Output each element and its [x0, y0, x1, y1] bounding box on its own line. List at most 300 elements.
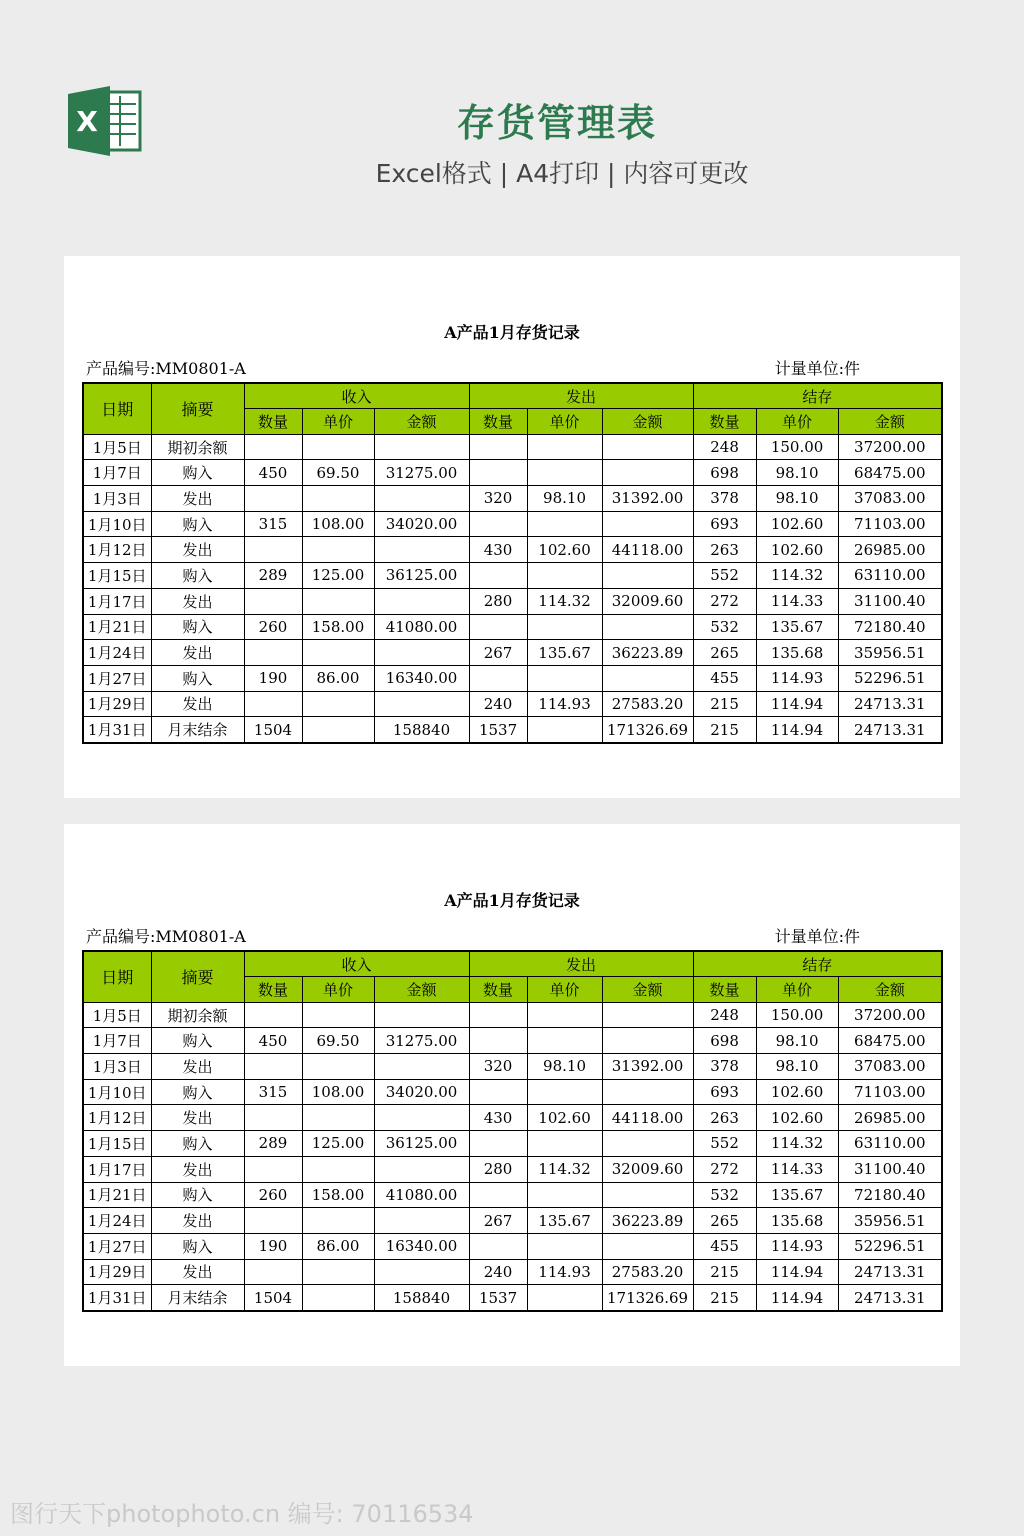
- table-cell[interactable]: [602, 563, 693, 589]
- table-cell[interactable]: 320: [469, 1054, 527, 1080]
- table-row: [83, 1079, 942, 1105]
- table-cell[interactable]: 发出: [151, 691, 244, 717]
- table-cell[interactable]: 114.94: [756, 1285, 838, 1311]
- table-cell[interactable]: [374, 1002, 469, 1028]
- table-cell[interactable]: 114.93: [756, 665, 838, 691]
- table-cell[interactable]: [302, 434, 374, 460]
- table-cell[interactable]: [374, 486, 469, 512]
- table-cell[interactable]: 1月3日: [83, 486, 151, 512]
- table-cell[interactable]: [374, 1156, 469, 1182]
- table-row: [83, 665, 942, 691]
- table-cell[interactable]: 135.67: [527, 640, 602, 666]
- table-cell[interactable]: [527, 1182, 602, 1208]
- table-row: [83, 1054, 942, 1080]
- table-cell[interactable]: 263: [693, 537, 756, 563]
- table-row: [83, 1285, 942, 1311]
- table-cell[interactable]: 购入: [151, 1233, 244, 1259]
- table-cell[interactable]: [244, 691, 302, 717]
- table-cell[interactable]: 114.32: [756, 563, 838, 589]
- table-cell[interactable]: 发出: [151, 1259, 244, 1285]
- table-cell[interactable]: 102.60: [756, 1105, 838, 1131]
- table-cell[interactable]: 44118.00: [602, 1105, 693, 1131]
- table-cell[interactable]: [302, 537, 374, 563]
- table-cell[interactable]: 267: [469, 1208, 527, 1234]
- table-cell[interactable]: 72180.40: [838, 614, 942, 640]
- table-cell[interactable]: 69.50: [302, 460, 374, 486]
- table-cell[interactable]: [302, 691, 374, 717]
- table-cell[interactable]: 552: [693, 1131, 756, 1157]
- table-cell[interactable]: 37200.00: [838, 1002, 942, 1028]
- table-cell[interactable]: 31392.00: [602, 1054, 693, 1080]
- header-out: 发出: [469, 951, 693, 977]
- table-cell[interactable]: 1月17日: [83, 588, 151, 614]
- table-cell[interactable]: 114.94: [756, 1259, 838, 1285]
- table-cell[interactable]: [374, 434, 469, 460]
- table-cell[interactable]: [602, 1028, 693, 1054]
- table-cell[interactable]: 320: [469, 486, 527, 512]
- table-cell[interactable]: 532: [693, 614, 756, 640]
- table-cell[interactable]: [527, 1233, 602, 1259]
- table-cell[interactable]: 1月24日: [83, 1208, 151, 1234]
- table-cell[interactable]: 1504: [244, 1285, 302, 1311]
- table-cell[interactable]: 27583.20: [602, 1259, 693, 1285]
- table-cell[interactable]: [374, 1054, 469, 1080]
- table-cell[interactable]: 1504: [244, 717, 302, 743]
- table-cell[interactable]: [469, 1182, 527, 1208]
- table-cell[interactable]: 52296.51: [838, 1233, 942, 1259]
- table-cell[interactable]: [244, 1156, 302, 1182]
- table-cell[interactable]: 215: [693, 1285, 756, 1311]
- table-cell[interactable]: [602, 1079, 693, 1105]
- table-cell[interactable]: 1月12日: [83, 1105, 151, 1131]
- table-cell[interactable]: 1月21日: [83, 1182, 151, 1208]
- table-cell[interactable]: 125.00: [302, 563, 374, 589]
- header-qty: 数量: [469, 977, 527, 1003]
- table-cell[interactable]: [374, 1208, 469, 1234]
- table-cell[interactable]: 135.67: [756, 1182, 838, 1208]
- table-row: [83, 511, 942, 537]
- table-cell[interactable]: 34020.00: [374, 511, 469, 537]
- table-cell[interactable]: 102.60: [527, 537, 602, 563]
- table-cell[interactable]: [302, 486, 374, 512]
- table-cell[interactable]: [527, 460, 602, 486]
- table-cell[interactable]: 272: [693, 588, 756, 614]
- table-cell[interactable]: 98.10: [756, 1054, 838, 1080]
- table-cell[interactable]: 发出: [151, 640, 244, 666]
- table-cell[interactable]: [244, 434, 302, 460]
- table-cell[interactable]: 114.32: [756, 1131, 838, 1157]
- table-cell[interactable]: 698: [693, 460, 756, 486]
- table-cell[interactable]: 月末结余: [151, 1285, 244, 1311]
- table-cell[interactable]: [527, 1131, 602, 1157]
- table-cell[interactable]: 693: [693, 511, 756, 537]
- table-cell[interactable]: 114.33: [756, 588, 838, 614]
- table-cell[interactable]: 1月15日: [83, 563, 151, 589]
- table-cell[interactable]: [302, 717, 374, 743]
- table-cell[interactable]: 1537: [469, 717, 527, 743]
- table-cell[interactable]: 265: [693, 1208, 756, 1234]
- table-cell[interactable]: 135.68: [756, 1208, 838, 1234]
- table-cell[interactable]: 购入: [151, 1028, 244, 1054]
- table-cell[interactable]: 1月5日: [83, 1002, 151, 1028]
- table-cell[interactable]: 69.50: [302, 1028, 374, 1054]
- table-cell[interactable]: [374, 1105, 469, 1131]
- table-cell[interactable]: 430: [469, 1105, 527, 1131]
- table-cell[interactable]: [527, 1002, 602, 1028]
- table-cell[interactable]: 1537: [469, 1285, 527, 1311]
- table-cell[interactable]: 63110.00: [838, 1131, 942, 1157]
- table-row: [83, 640, 942, 666]
- table-cell[interactable]: 86.00: [302, 1233, 374, 1259]
- table-cell[interactable]: 发出: [151, 1105, 244, 1131]
- table-cell[interactable]: 114.94: [756, 691, 838, 717]
- table-cell[interactable]: [469, 511, 527, 537]
- table-cell[interactable]: 1月29日: [83, 1259, 151, 1285]
- table-cell[interactable]: 1月7日: [83, 460, 151, 486]
- table-cell[interactable]: [374, 537, 469, 563]
- table-cell[interactable]: 114.32: [527, 588, 602, 614]
- table-cell[interactable]: 267: [469, 640, 527, 666]
- table-cell[interactable]: [302, 640, 374, 666]
- table-cell[interactable]: 购入: [151, 1079, 244, 1105]
- table-cell[interactable]: 108.00: [302, 511, 374, 537]
- table-cell[interactable]: [244, 588, 302, 614]
- table-cell[interactable]: 1月27日: [83, 1233, 151, 1259]
- table-cell[interactable]: [302, 588, 374, 614]
- table-cell[interactable]: 158.00: [302, 614, 374, 640]
- table-cell[interactable]: 发出: [151, 537, 244, 563]
- table-cell[interactable]: [602, 460, 693, 486]
- table-cell[interactable]: 36223.89: [602, 1208, 693, 1234]
- table-cell[interactable]: 1月21日: [83, 614, 151, 640]
- table-cell[interactable]: 31275.00: [374, 460, 469, 486]
- table-cell[interactable]: 114.93: [756, 1233, 838, 1259]
- table-cell[interactable]: 114.94: [756, 717, 838, 743]
- logo-letter: X: [76, 105, 98, 138]
- table-cell[interactable]: 240: [469, 691, 527, 717]
- table-cell[interactable]: 41080.00: [374, 1182, 469, 1208]
- table-cell[interactable]: 32009.60: [602, 1156, 693, 1182]
- table-cell[interactable]: 71103.00: [838, 1079, 942, 1105]
- table-cell[interactable]: 114.32: [527, 1156, 602, 1182]
- table-cell[interactable]: 35956.51: [838, 1208, 942, 1234]
- table-cell[interactable]: 378: [693, 1054, 756, 1080]
- table-cell[interactable]: 289: [244, 563, 302, 589]
- table-cell[interactable]: 135.68: [756, 640, 838, 666]
- table-cell[interactable]: 102.60: [756, 537, 838, 563]
- table-cell[interactable]: 272: [693, 1156, 756, 1182]
- table-cell[interactable]: 280: [469, 588, 527, 614]
- table-cell[interactable]: 693: [693, 1079, 756, 1105]
- table-cell[interactable]: [469, 1233, 527, 1259]
- table-cell[interactable]: 27583.20: [602, 691, 693, 717]
- table-cell[interactable]: 114.93: [527, 691, 602, 717]
- table-cell[interactable]: 150.00: [756, 434, 838, 460]
- table-cell[interactable]: 24713.31: [838, 691, 942, 717]
- table-cell[interactable]: 455: [693, 665, 756, 691]
- table-cell[interactable]: 135.67: [527, 1208, 602, 1234]
- table-cell[interactable]: [302, 1156, 374, 1182]
- table-cell[interactable]: 期初余额: [151, 1002, 244, 1028]
- table-cell[interactable]: 37083.00: [838, 1054, 942, 1080]
- table-cell[interactable]: 1月10日: [83, 1079, 151, 1105]
- watermark: 图行天下photophoto.cn 编号: 70116534: [10, 1500, 474, 1528]
- table-cell[interactable]: [527, 665, 602, 691]
- table-cell[interactable]: 36223.89: [602, 640, 693, 666]
- table-cell[interactable]: 52296.51: [838, 665, 942, 691]
- table-cell[interactable]: [302, 1259, 374, 1285]
- table-cell[interactable]: 98.10: [756, 486, 838, 512]
- table-cell[interactable]: 购入: [151, 1131, 244, 1157]
- table-cell[interactable]: [469, 563, 527, 589]
- header-qty: 数量: [693, 977, 756, 1003]
- table-row: [83, 717, 942, 743]
- table-cell[interactable]: [374, 640, 469, 666]
- table-cell[interactable]: 265: [693, 640, 756, 666]
- table-cell[interactable]: [527, 434, 602, 460]
- header-amount: 金额: [602, 977, 693, 1003]
- table-cell[interactable]: [602, 1002, 693, 1028]
- table-row: [83, 1028, 942, 1054]
- table-cell[interactable]: 552: [693, 563, 756, 589]
- table-cell[interactable]: [602, 1233, 693, 1259]
- table-cell[interactable]: 158840: [374, 1285, 469, 1311]
- header-qty: 数量: [469, 409, 527, 435]
- table-cell[interactable]: 171326.69: [602, 1285, 693, 1311]
- table-cell[interactable]: 31100.40: [838, 1156, 942, 1182]
- table-cell[interactable]: [374, 588, 469, 614]
- table-cell[interactable]: 315: [244, 1079, 302, 1105]
- table-cell[interactable]: 135.67: [756, 614, 838, 640]
- table-cell[interactable]: [602, 511, 693, 537]
- table-cell[interactable]: [527, 511, 602, 537]
- header-price: 单价: [302, 409, 374, 435]
- table-cell[interactable]: 98.10: [756, 1028, 838, 1054]
- table-cell[interactable]: 37200.00: [838, 434, 942, 460]
- table-cell[interactable]: 158840: [374, 717, 469, 743]
- table-cell[interactable]: 1月27日: [83, 665, 151, 691]
- table-cell[interactable]: 315: [244, 511, 302, 537]
- table-cell[interactable]: [527, 1285, 602, 1311]
- table-cell[interactable]: 41080.00: [374, 614, 469, 640]
- table-cell[interactable]: 44118.00: [602, 537, 693, 563]
- table-cell[interactable]: 24713.31: [838, 1259, 942, 1285]
- table-cell[interactable]: 发出: [151, 588, 244, 614]
- table-cell[interactable]: 98.10: [527, 1054, 602, 1080]
- table-cell[interactable]: 31275.00: [374, 1028, 469, 1054]
- table-cell[interactable]: 1月31日: [83, 717, 151, 743]
- table-cell[interactable]: 378: [693, 486, 756, 512]
- table-cell[interactable]: [527, 1028, 602, 1054]
- table-cell[interactable]: [469, 614, 527, 640]
- table-cell[interactable]: [469, 1028, 527, 1054]
- header-in: 收入: [244, 383, 469, 409]
- table-cell[interactable]: [527, 717, 602, 743]
- table-cell[interactable]: [244, 1259, 302, 1285]
- table-cell[interactable]: [244, 537, 302, 563]
- table-cell[interactable]: [602, 434, 693, 460]
- table-cell[interactable]: 1月3日: [83, 1054, 151, 1080]
- table-cell[interactable]: 71103.00: [838, 511, 942, 537]
- table-cell[interactable]: 1月10日: [83, 511, 151, 537]
- table-cell[interactable]: [302, 1285, 374, 1311]
- header-price: 单价: [527, 409, 602, 435]
- table-cell[interactable]: [302, 1002, 374, 1028]
- table-cell[interactable]: 16340.00: [374, 665, 469, 691]
- table-cell[interactable]: 发出: [151, 486, 244, 512]
- table-cell[interactable]: 16340.00: [374, 1233, 469, 1259]
- table-cell[interactable]: [302, 1054, 374, 1080]
- sheet-title: A产品1月存货记录: [444, 323, 580, 342]
- table-row: [83, 588, 942, 614]
- table-cell[interactable]: 63110.00: [838, 563, 942, 589]
- table-cell[interactable]: 购入: [151, 460, 244, 486]
- table-cell[interactable]: [527, 1079, 602, 1105]
- table-cell[interactable]: [469, 1002, 527, 1028]
- table-cell[interactable]: 68475.00: [838, 1028, 942, 1054]
- table-cell[interactable]: 26985.00: [838, 537, 942, 563]
- table-cell[interactable]: 98.10: [527, 486, 602, 512]
- table-cell[interactable]: 280: [469, 1156, 527, 1182]
- table-cell[interactable]: 购入: [151, 614, 244, 640]
- table-cell[interactable]: 期初余额: [151, 434, 244, 460]
- table-cell[interactable]: [244, 1208, 302, 1234]
- table-cell[interactable]: 450: [244, 1028, 302, 1054]
- table-cell[interactable]: 102.60: [756, 1079, 838, 1105]
- table-cell[interactable]: 31100.40: [838, 588, 942, 614]
- table-row: [83, 434, 942, 460]
- table-cell[interactable]: 月末结余: [151, 717, 244, 743]
- table-cell[interactable]: 24713.31: [838, 717, 942, 743]
- table-cell[interactable]: 150.00: [756, 1002, 838, 1028]
- table-cell[interactable]: 248: [693, 434, 756, 460]
- table-cell[interactable]: 215: [693, 1259, 756, 1285]
- table-cell[interactable]: 发出: [151, 1208, 244, 1234]
- table-cell[interactable]: 190: [244, 665, 302, 691]
- header-price: 单价: [302, 977, 374, 1003]
- table-cell[interactable]: [602, 1131, 693, 1157]
- table-cell[interactable]: 购入: [151, 665, 244, 691]
- table-row: [83, 460, 942, 486]
- table-cell[interactable]: 102.60: [527, 1105, 602, 1131]
- inventory-table: [82, 950, 943, 1312]
- table-cell[interactable]: 248: [693, 1002, 756, 1028]
- table-cell[interactable]: 102.60: [756, 511, 838, 537]
- table-cell[interactable]: 31392.00: [602, 486, 693, 512]
- table-cell[interactable]: 1月7日: [83, 1028, 151, 1054]
- table-cell[interactable]: 1月31日: [83, 1285, 151, 1311]
- table-cell[interactable]: 购入: [151, 511, 244, 537]
- table-cell[interactable]: 37083.00: [838, 486, 942, 512]
- product-code: 产品编号:MM0801-A: [86, 359, 246, 378]
- table-cell[interactable]: [302, 1208, 374, 1234]
- table-cell[interactable]: 1月15日: [83, 1131, 151, 1157]
- header-price: 单价: [756, 977, 838, 1003]
- table-cell[interactable]: 260: [244, 1182, 302, 1208]
- table-cell[interactable]: 34020.00: [374, 1079, 469, 1105]
- table-cell[interactable]: 450: [244, 460, 302, 486]
- table-cell[interactable]: [302, 1105, 374, 1131]
- header-date: 日期: [83, 383, 151, 434]
- table-cell[interactable]: 240: [469, 1259, 527, 1285]
- table-cell[interactable]: [469, 1079, 527, 1105]
- table-cell[interactable]: [602, 1182, 693, 1208]
- table-cell[interactable]: [374, 1259, 469, 1285]
- table-cell[interactable]: 1月5日: [83, 434, 151, 460]
- table-cell[interactable]: 72180.40: [838, 1182, 942, 1208]
- table-cell[interactable]: 190: [244, 1233, 302, 1259]
- table-cell[interactable]: 98.10: [756, 460, 838, 486]
- table-cell[interactable]: [602, 614, 693, 640]
- table-cell[interactable]: [469, 665, 527, 691]
- table-row: [83, 1233, 942, 1259]
- table-cell[interactable]: 215: [693, 717, 756, 743]
- table-cell[interactable]: 430: [469, 537, 527, 563]
- table-cell[interactable]: 发出: [151, 1156, 244, 1182]
- table-cell[interactable]: 171326.69: [602, 717, 693, 743]
- table-cell[interactable]: 1月12日: [83, 537, 151, 563]
- table-cell[interactable]: 215: [693, 691, 756, 717]
- table-cell[interactable]: 455: [693, 1233, 756, 1259]
- table-cell[interactable]: 289: [244, 1131, 302, 1157]
- table-cell[interactable]: [469, 434, 527, 460]
- inventory-table: [82, 382, 943, 744]
- table-cell[interactable]: [244, 1002, 302, 1028]
- table-cell[interactable]: 263: [693, 1105, 756, 1131]
- table-cell[interactable]: [374, 691, 469, 717]
- header-date: 日期: [83, 951, 151, 1002]
- table-cell[interactable]: 购入: [151, 1182, 244, 1208]
- table-cell[interactable]: 532: [693, 1182, 756, 1208]
- table-cell[interactable]: 发出: [151, 1054, 244, 1080]
- table-cell[interactable]: 购入: [151, 563, 244, 589]
- table-cell[interactable]: [469, 460, 527, 486]
- table-cell[interactable]: 86.00: [302, 665, 374, 691]
- table-cell[interactable]: 114.33: [756, 1156, 838, 1182]
- table-cell[interactable]: [527, 614, 602, 640]
- table-cell[interactable]: 125.00: [302, 1131, 374, 1157]
- table-cell[interactable]: [244, 640, 302, 666]
- table-cell[interactable]: [602, 665, 693, 691]
- table-cell[interactable]: 108.00: [302, 1079, 374, 1105]
- table-cell[interactable]: [244, 486, 302, 512]
- page-header: [0, 0, 1024, 230]
- table-row: [83, 563, 942, 589]
- header-summary: 摘要: [151, 951, 244, 1002]
- table-cell[interactable]: 1月29日: [83, 691, 151, 717]
- table-cell[interactable]: 114.93: [527, 1259, 602, 1285]
- table-cell[interactable]: 26985.00: [838, 1105, 942, 1131]
- table-cell[interactable]: 32009.60: [602, 588, 693, 614]
- table-cell[interactable]: 68475.00: [838, 460, 942, 486]
- table-cell[interactable]: 36125.00: [374, 563, 469, 589]
- table-cell[interactable]: 35956.51: [838, 640, 942, 666]
- table-cell[interactable]: 260: [244, 614, 302, 640]
- table-cell[interactable]: 158.00: [302, 1182, 374, 1208]
- table-cell[interactable]: [527, 563, 602, 589]
- table-cell[interactable]: [469, 1131, 527, 1157]
- header-amount: 金额: [838, 409, 942, 435]
- table-row: [83, 1182, 942, 1208]
- table-cell[interactable]: 1月24日: [83, 640, 151, 666]
- table-cell[interactable]: [244, 1105, 302, 1131]
- table-cell[interactable]: 24713.31: [838, 1285, 942, 1311]
- table-row: [83, 614, 942, 640]
- table-cell[interactable]: 1月17日: [83, 1156, 151, 1182]
- table-cell[interactable]: 36125.00: [374, 1131, 469, 1157]
- table-cell[interactable]: [244, 1054, 302, 1080]
- table-cell[interactable]: 698: [693, 1028, 756, 1054]
